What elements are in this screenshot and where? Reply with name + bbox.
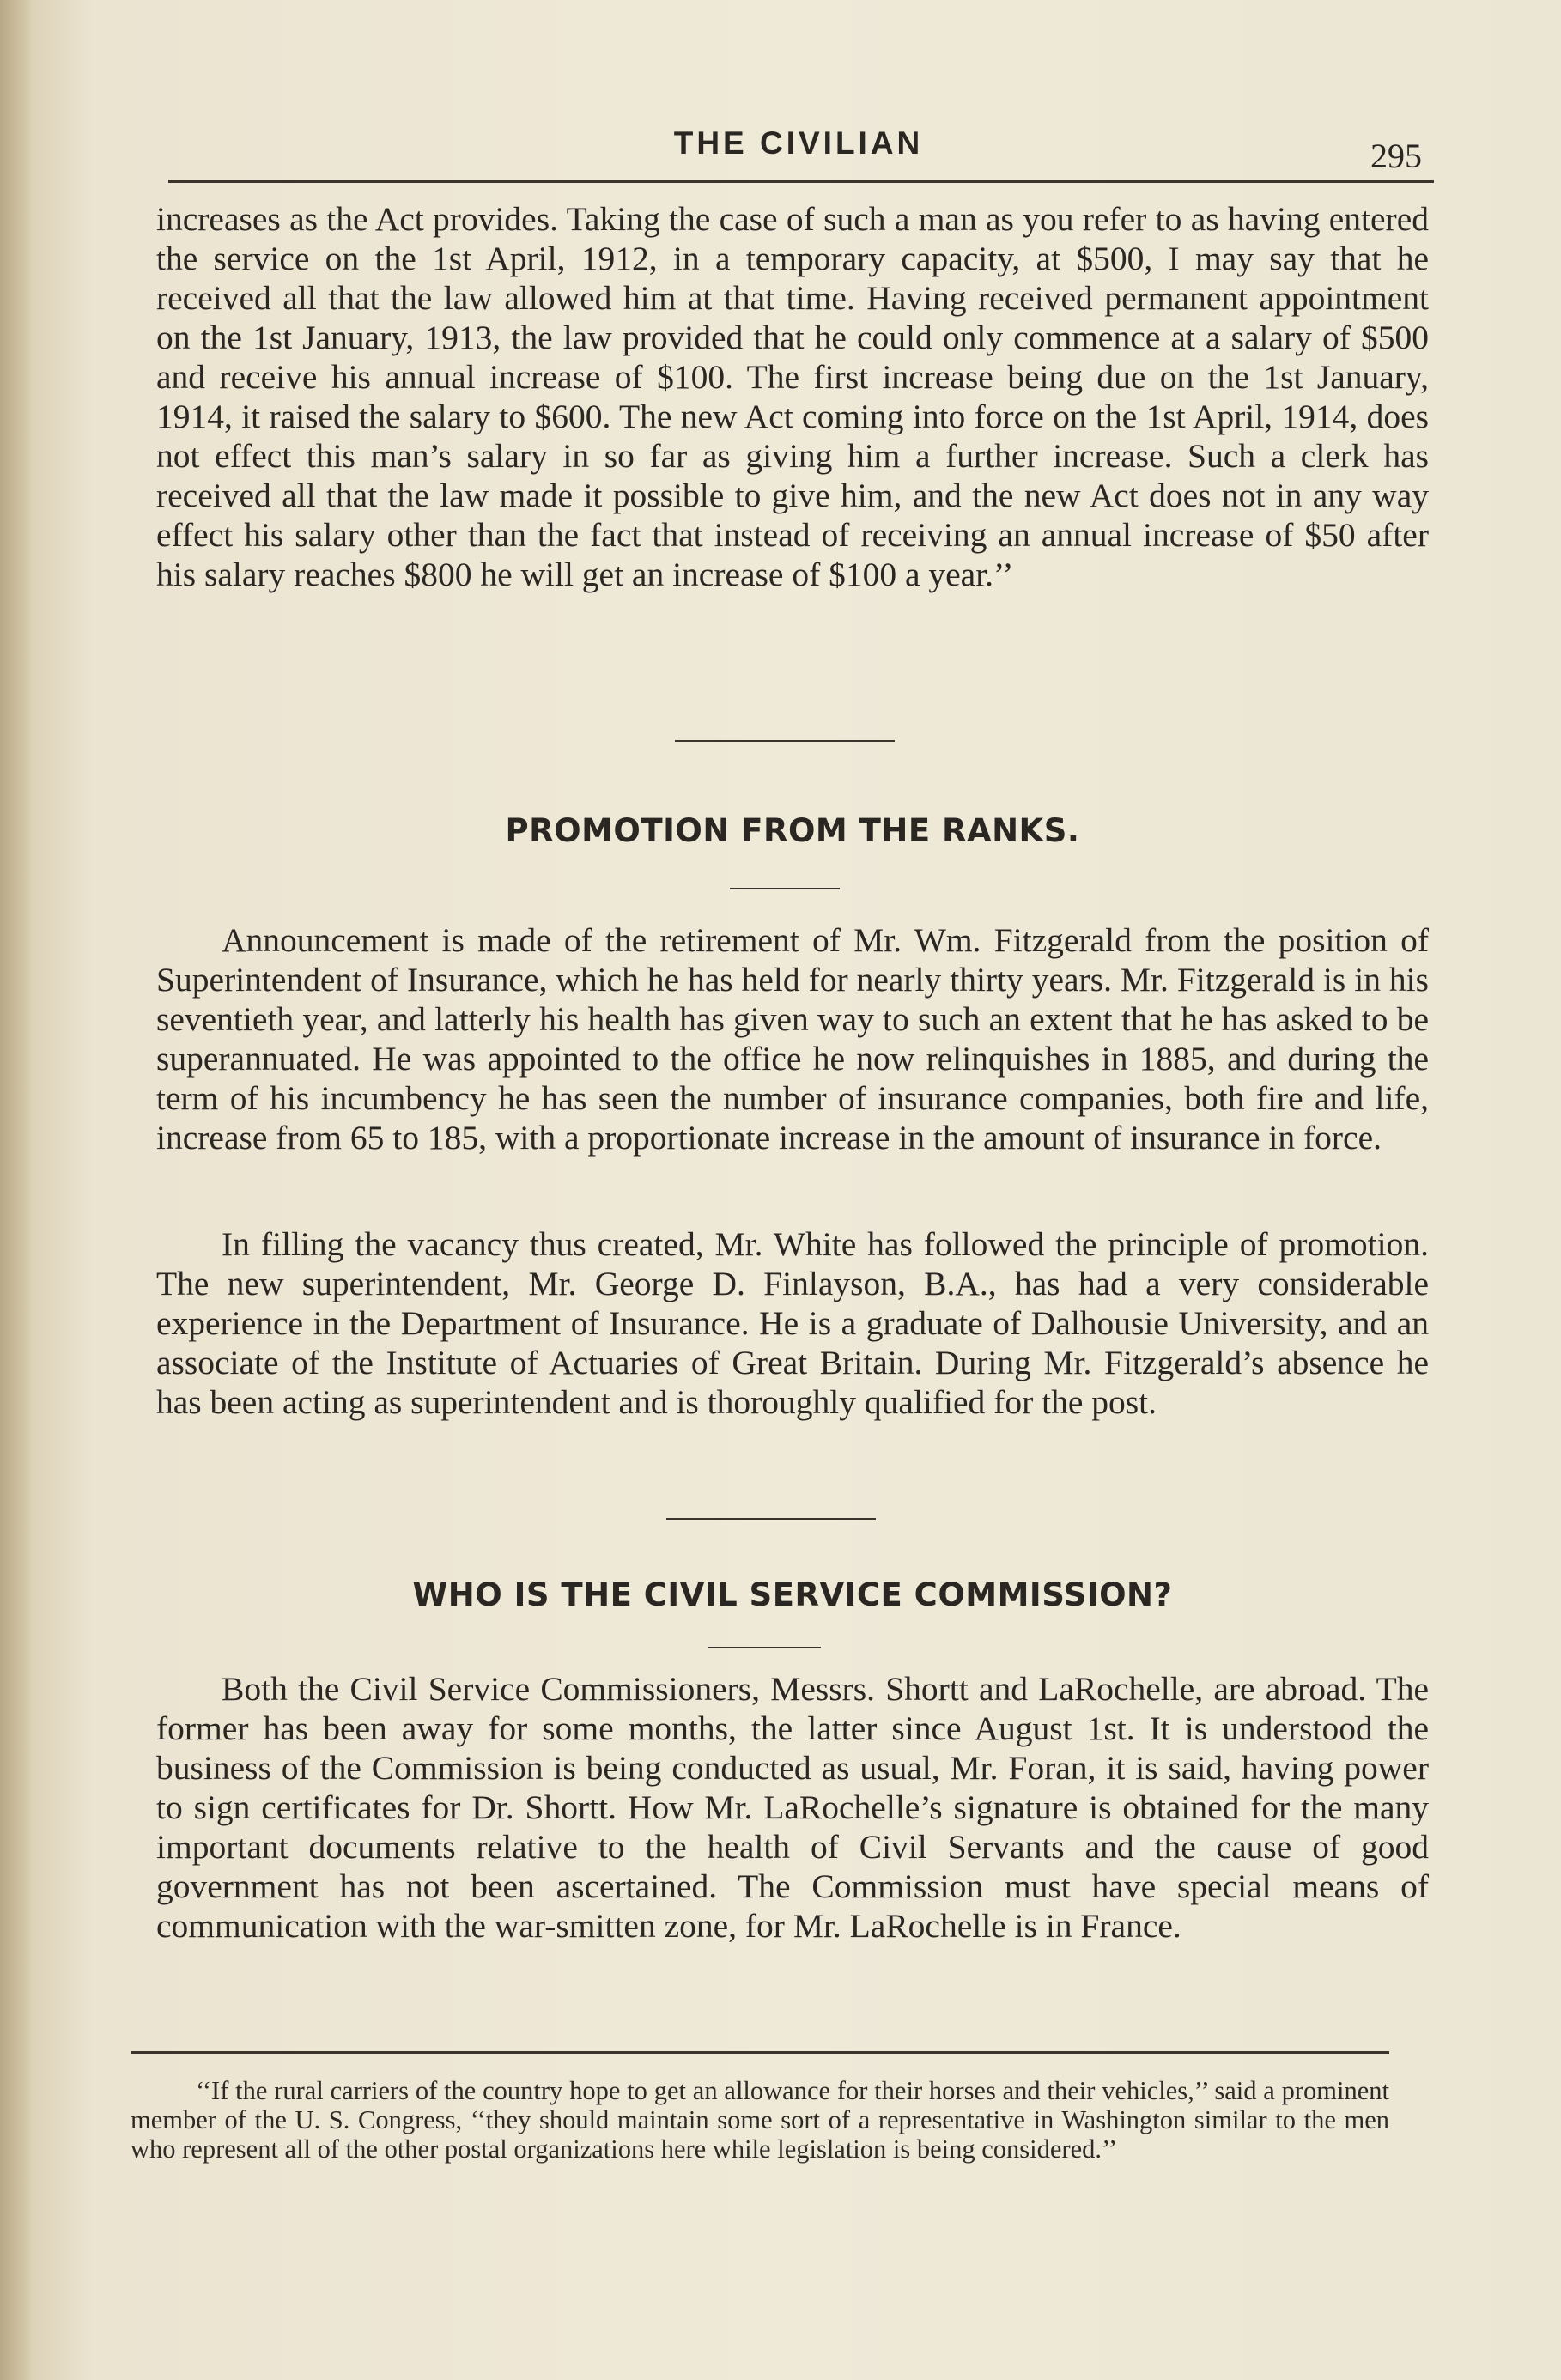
- section-divider: [675, 740, 895, 742]
- section-heading-commission: WHO IS THE CIVIL SERVICE COMMISSION?: [412, 1576, 1173, 1613]
- promotion-paragraph-1: Announcement is made of the retirement of Mr. Wm. Fitzgerald from the position of Superintendent of Insurance, which he has held for nearly thirty years. Mr. Fitzgerald is in his seventieth year, and latterly his health has given way to such an extent that he has asked to be superannuated. He was appointed to the office he now relinquishes in 1885, and during the term of his incumbency he has seen the number of insurance companies, both fire and life, increase from 65 to 185, with a proportionate increase in the amount of insurance in force.: [156, 921, 1429, 1157]
- page-edge-shadow: [0, 0, 33, 2380]
- promotion-paragraph-2: In filling the vacancy thus created, Mr. White has followed the principle of promotion. The new superintendent, Mr. George D. Finlayson, B.A., has had a very considerable experience in the Department of Insurance. He is a graduate of Dalhousie University, and an associate of the Institute of Actuaries of Great Britain. During Mr. Fitzgerald’s absence he has been acting as superintendent and is thoroughly qualified for the post.: [156, 1225, 1429, 1421]
- section-heading-promotion: PROMOTION FROM THE RANKS.: [505, 812, 1080, 849]
- page-number: 295: [1370, 137, 1422, 175]
- heading-underline: [730, 888, 840, 889]
- footnote-rule: [131, 2051, 1389, 2054]
- continuation-paragraph: increases as the Act provides. Taking the case of such a man as you refer to as having entered the service on the 1st April, 1912, in a temporary capacity, at $500, I may say that he received all that the law allowed him at that time. Having received permanent appointment on the 1st January, 1913, the law provided that he could only commence at a salary of $500 and receive his annual increase of $100. The first increase being due on the 1st January, 1914, it raised the salary to $600. The new Act coming into force on the 1st April, 1914, does not effect this man’s salary in so far as giving him a further increase. Such a clerk has received all that the law made it possible to give him, and the new Act does not in any way effect his salary other than the fact that instead of receiving an annual increase of $50 after his salary reaches $800 he will get an increase of $100 a year.’’: [156, 200, 1429, 593]
- section-divider: [666, 1518, 876, 1520]
- footnote-quote: ‘‘If the rural carriers of the country hope to get an allowance for their horses and their vehicles,’’ said a prominent member of the U. S. Congress, ‘‘they should maintain some sort of a representative in Washington similar to the men who represent all of the other postal organizations here while legislation is being considered.’’: [131, 2076, 1389, 2164]
- running-header-title: THE CIVILIAN: [673, 125, 924, 161]
- header-rule: [168, 180, 1434, 183]
- heading-underline: [708, 1647, 821, 1648]
- commission-paragraph: Both the Civil Service Commissioners, Messrs. Shortt and LaRochelle, are abroad. The former has been away for some months, the latter since August 1st. It is understood the business of the Commission is being conducted as usual, Mr. Foran, it is said, having power to sign certificates for Dr. Shortt. How Mr. LaRochelle’s signature is obtained for the many important documents relative to the health of Civil Servants and the cause of good government has not been ascertained. The Commission must have special means of communication with the war-smitten zone, for Mr. LaRochelle is in France.: [156, 1670, 1429, 1945]
